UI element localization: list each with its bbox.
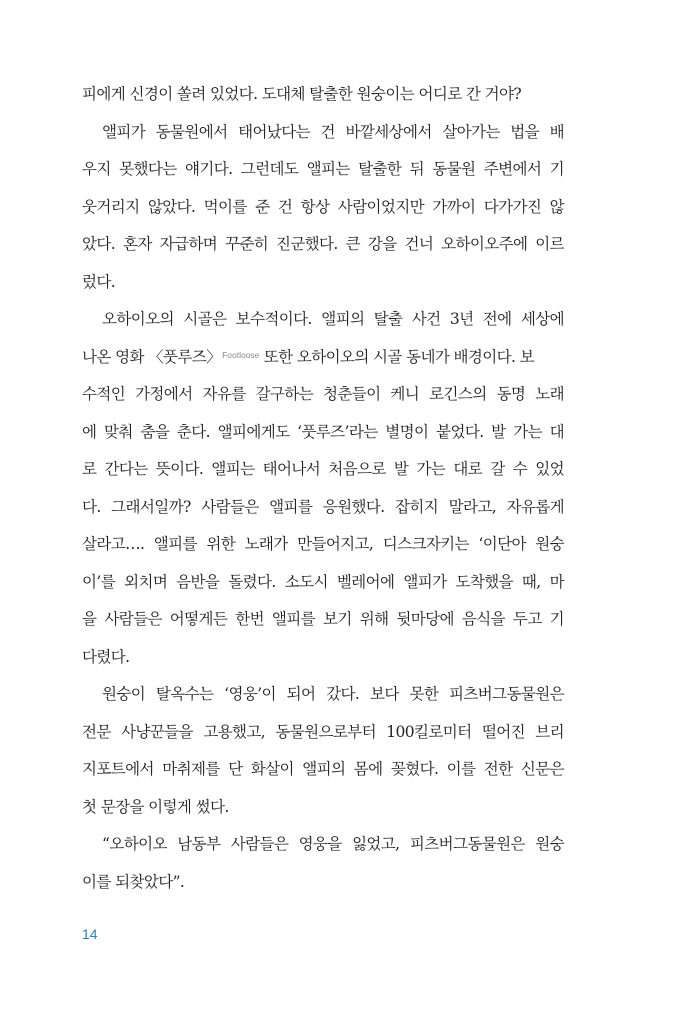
text-line: “오하이오 남동부 사람들은 영웅을 잃었고, 피츠버그동물원은 원숭 — [102, 835, 564, 853]
text-line: 우지 못했다는 얘기다. 그런데도 앨피는 탈출한 뒤 동물원 주변에서 기 — [82, 160, 564, 178]
text-line: 앨피가 동물원에서 태어났다는 건 바깥세상에서 살아가는 법을 배 — [102, 122, 564, 141]
text-line: 았다. 혼자 자급하며 꾸준히 진군했다. 큰 강을 건너 오하이오주에 이르 — [82, 235, 564, 253]
text-line-with-gloss — [82, 339, 564, 377]
text-line: 지포트에서 마취제를 단 화살이 앨피의 몸에 꽂혔다. 이를 전한 신문은 — [82, 760, 564, 778]
text-line: 웃거리지 않았다. 먹이를 준 건 항상 사람이었지만 가까이 다가가진 않 — [82, 197, 564, 216]
gloss-annotation: Footloose — [222, 349, 260, 360]
text-line: 이’를 외치며 음반을 돌렸다. 소도시 벨레어에 앨피가 도착했을 때, 마 — [82, 572, 564, 591]
text-line: 살라고…. 앨피를 위한 노래가 만들어지고, 디스크자키는 ‘이단아 원숭 — [82, 535, 564, 553]
text-line: 로 간다는 뜻이다. 앨피는 태어나서 처음으로 발 가는 대로 갈 수 있었 — [82, 460, 564, 478]
text-line: 다렸다. — [82, 647, 130, 666]
text-line: 수적인 가정에서 자유를 갈구하는 청춘들이 케니 로긴스의 동명 노래 — [82, 385, 564, 403]
text-line: 을 사람들은 어떻게든 한번 앨피를 보기 위해 뒷마당에 음식을 두고 기 — [82, 610, 564, 628]
text-line: 렀다. — [82, 272, 116, 291]
text-segment: 또한 오하이오의 시골 동네가 배경이다. 보 — [259, 347, 535, 366]
text-line: 이를 되찾았다”. — [82, 872, 185, 891]
text-line: 첫 문장을 이렇게 썼다. — [82, 797, 229, 816]
text-line: 피에게 신경이 쏠려 있었다. 도대체 탈출한 원숭이는 어디로 간 거야? — [82, 85, 522, 103]
text-line: 원숭이 탈옥수는 ‘영웅’이 되어 갔다. 보다 못한 피츠버그동물원은 — [102, 685, 564, 703]
text-line: 오하이오의 시골은 보수적이다. 앨피의 탈출 사건 3년 전에 세상에 — [102, 310, 564, 328]
body-text — [82, 76, 564, 901]
page-number: 14 — [82, 926, 98, 942]
text-line: 에 맞춰 춤을 춘다. 앨피에게도 ‘풋루즈’라는 별명이 붙었다. 발 가는 대 — [82, 422, 564, 441]
text-line: 다. 그래서일까? 사람들은 앨피를 응원했다. 잡히지 말라고, 자유롭게 — [82, 497, 564, 516]
text-segment: 나온 영화 〈풋루즈〉 — [82, 347, 222, 366]
text-line: 전문 사냥꾼들을 고용했고, 동물원으로부터 100킬로미터 떨어진 브리 — [82, 722, 564, 741]
